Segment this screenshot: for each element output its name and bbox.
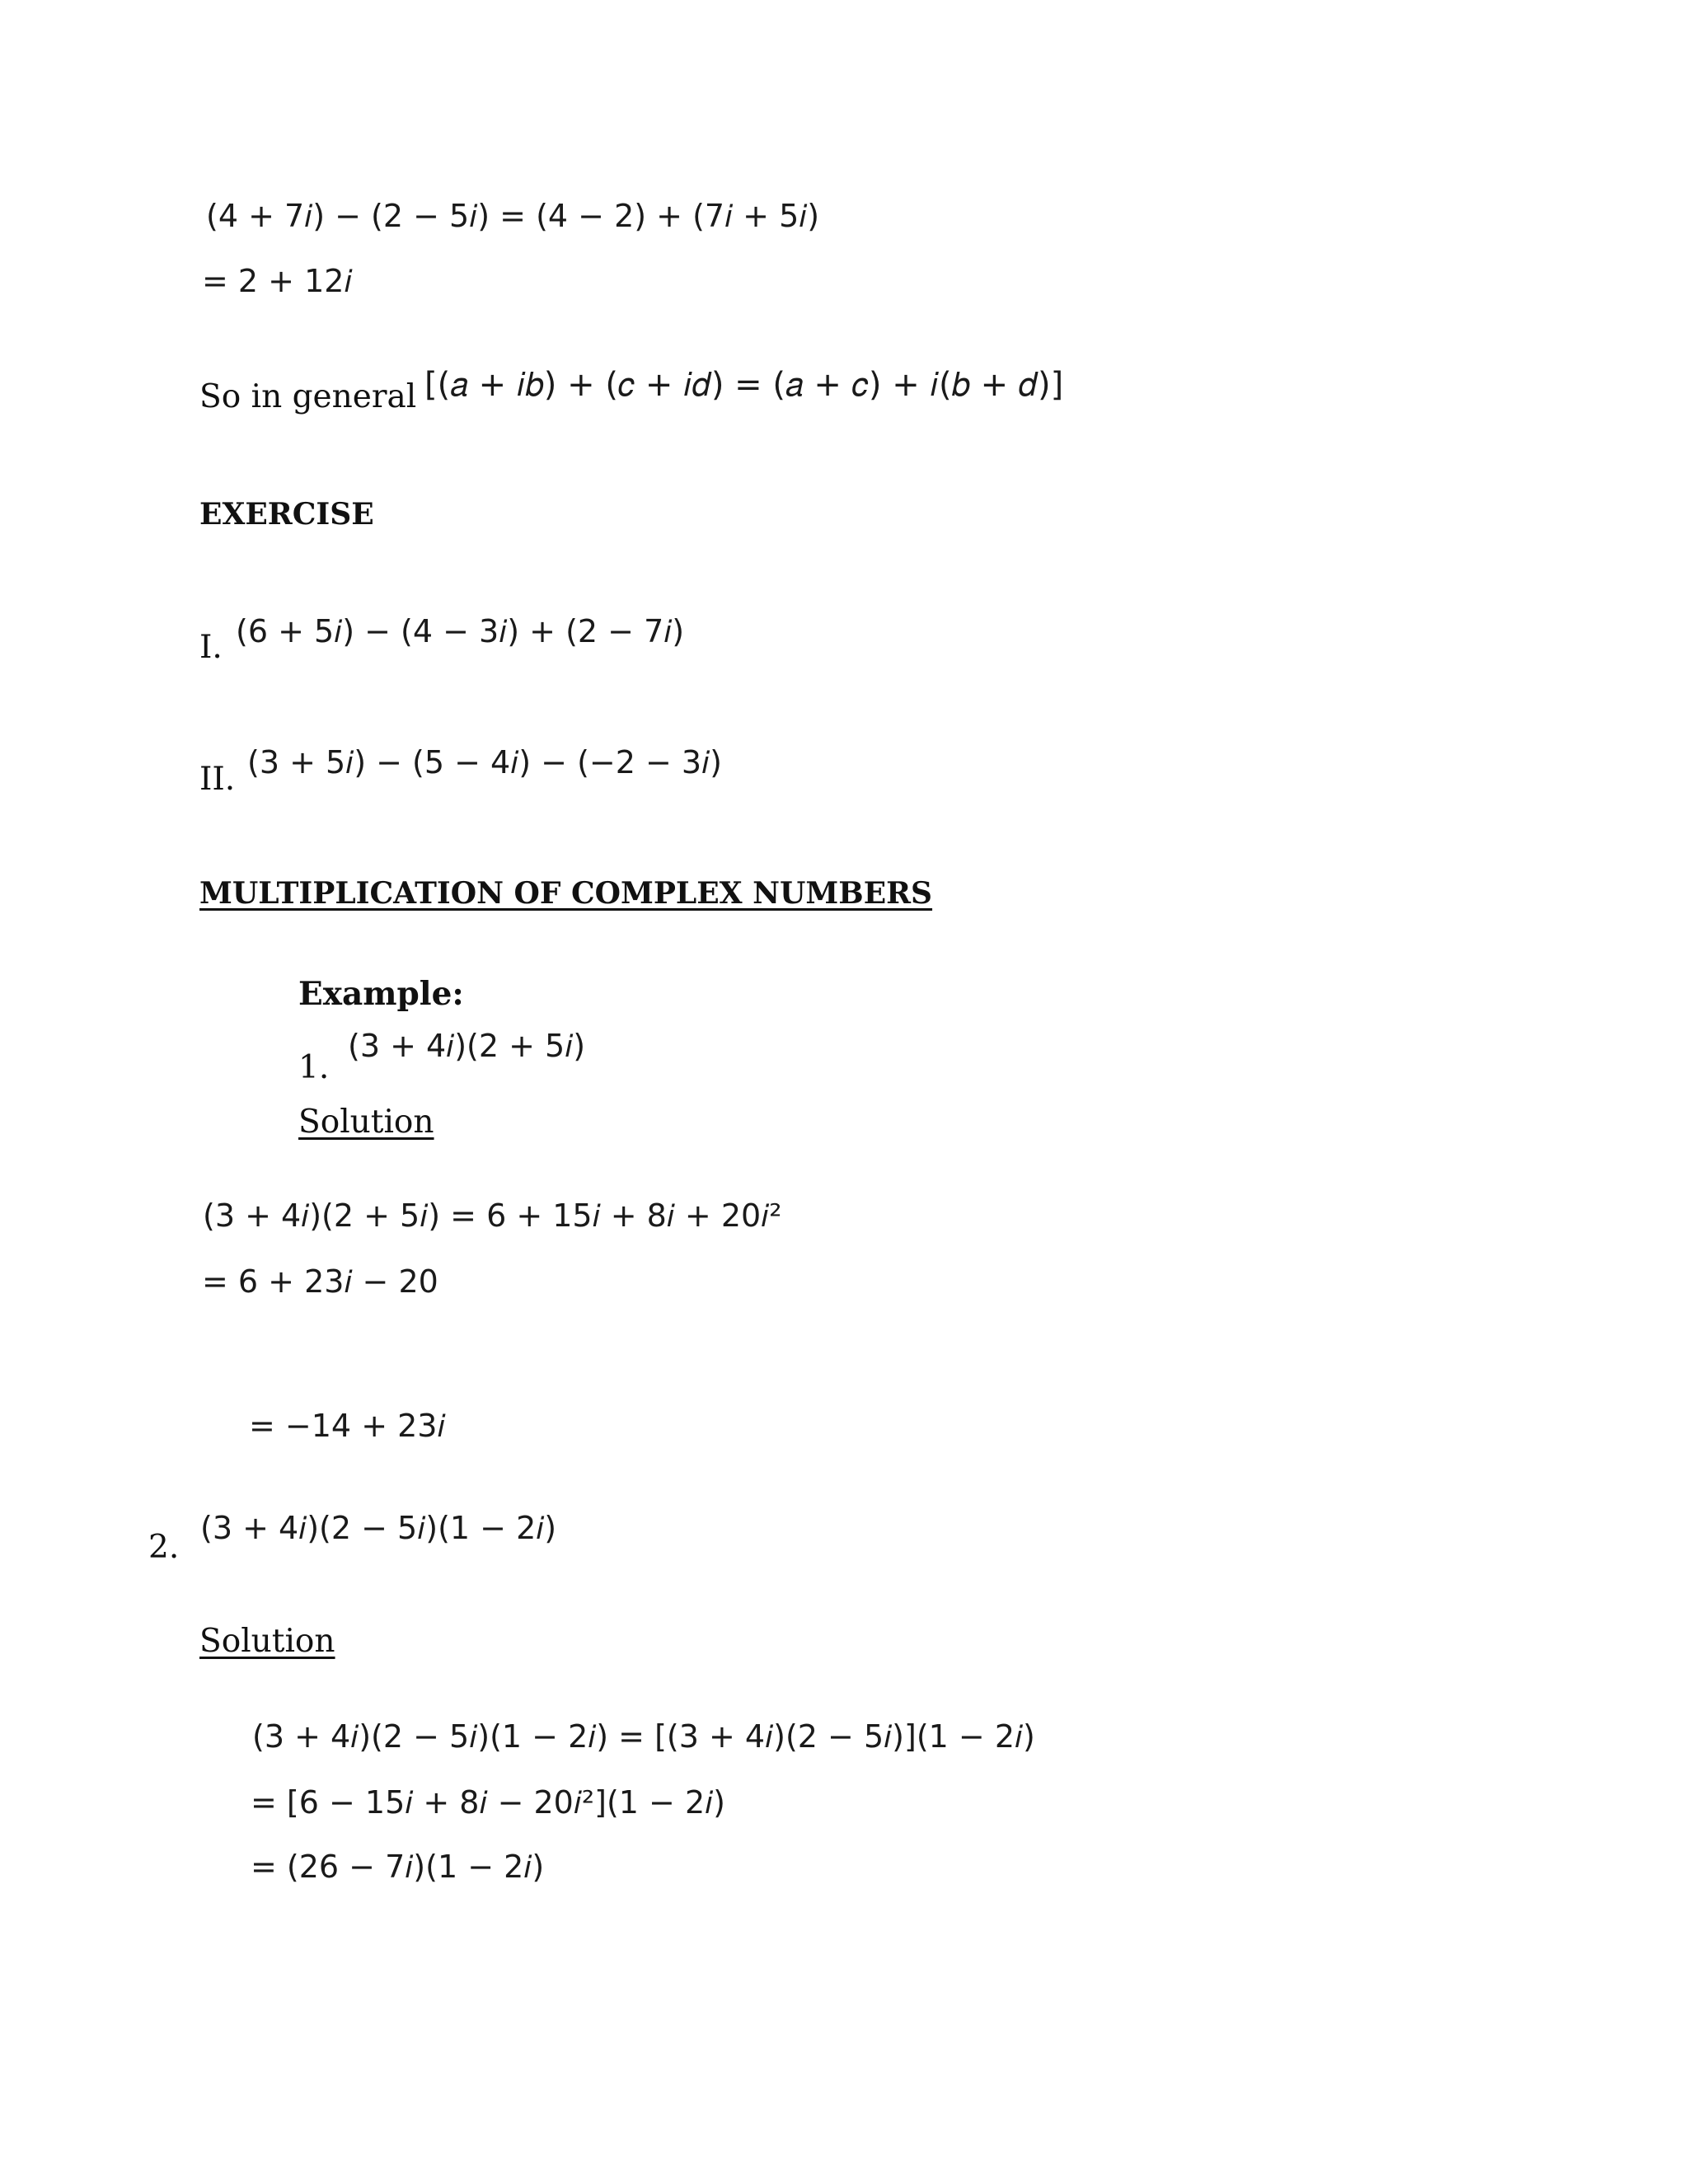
solution-step: = 6 + 23𝑖 − 20 [202,1263,438,1300]
general-rule-formula: [(𝑎 + 𝑖𝑏) + (𝑐 + 𝑖𝑑) = (𝑎 + 𝑐) + 𝑖(𝑏 + 𝑑)] [424,366,1064,404]
example-expression: (3 + 4𝑖)(2 + 5𝑖) [348,1028,586,1064]
exercise-item-expression: (3 + 5𝑖) − (5 − 4𝑖) − (−2 − 3𝑖) [247,744,722,780]
general-rule-text: So in general [199,378,417,415]
solution-step: = −14 + 23𝑖 [249,1408,446,1444]
solution-step: = [6 − 15𝑖 + 8𝑖 − 20𝑖²](1 − 2𝑖) [251,1784,725,1821]
exercise-item-expression: (6 + 5𝑖) − (4 − 3𝑖) + (2 − 7𝑖) [236,613,685,649]
subtraction-step-2: = 2 + 12𝑖 [202,263,353,299]
solution-step: (3 + 4𝑖)(2 + 5𝑖) = 6 + 15𝑖 + 8𝑖 + 20𝑖² [203,1197,782,1234]
exercise-item-label: II. [199,761,236,798]
subtraction-step-1: (4 + 7𝑖) − (2 − 5𝑖) = (4 − 2) + (7𝑖 + 5𝑖) [206,198,820,234]
solution-label: Solution [199,1623,335,1660]
solution-step: (3 + 4𝑖)(2 − 5𝑖)(1 − 2𝑖) = [(3 + 4𝑖)(2 − 5𝑖)](1 − 2𝑖) [252,1718,1035,1755]
exercise-heading: EXERCISE [199,497,374,532]
example-label: Example: [298,975,464,1013]
solution-label: Solution [298,1104,434,1141]
example-expression: (3 + 4𝑖)(2 − 5𝑖)(1 − 2𝑖) [200,1510,557,1546]
exercise-item-label: I. [199,629,223,666]
example-number: 2. [148,1529,180,1566]
solution-step: = (26 − 7𝑖)(1 − 2𝑖) [251,1849,545,1885]
multiplication-heading: MULTIPLICATION OF COMPLEX NUMBERS [199,876,933,911]
example-number: 1. [298,1049,330,1086]
